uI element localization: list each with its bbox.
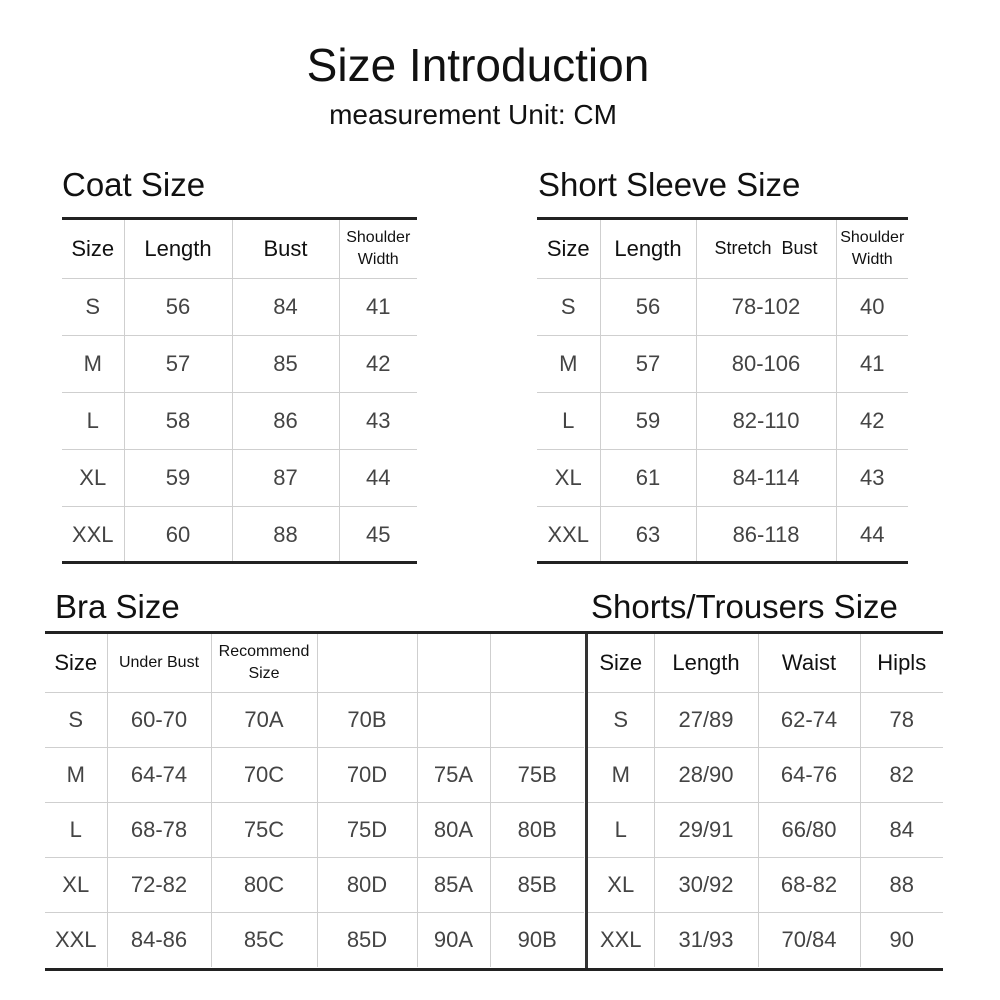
table-row [45,857,584,912]
table-cell: 70C [211,747,317,802]
table-row [588,692,943,747]
table-row [62,278,417,335]
short-sleeve-size-title: Short Sleeve Size [538,166,801,203]
column-header [490,634,584,692]
table-row [45,747,584,802]
table-cell: 80B [490,802,584,857]
table-cell: 56 [600,278,696,335]
table-row [588,857,943,912]
table-cell: 88 [232,506,339,563]
table-cell [490,692,584,747]
column-header: Shoulder Width [339,220,417,278]
size-label-cell: S [537,278,600,335]
table-cell: 90B [517,926,557,952]
table-cell: 64-74 [107,747,211,802]
table-cell: 59 [600,392,696,449]
column-header: Waist [758,634,860,692]
table-cell: 75B [490,747,584,802]
column-header: Recommend Size [211,634,317,692]
column-header: Size [62,220,124,278]
table-row [62,449,417,506]
page-subtitle: measurement Unit: CM [329,99,617,130]
table-cell: 40 [836,278,908,335]
table-cell: 82 [860,747,943,802]
column-header: Size [588,634,654,692]
table-row [537,392,908,449]
coat-size-table [62,220,417,563]
table-cell: 58 [124,392,232,449]
table-cell: 28/90 [654,747,758,802]
table-cell: 72-82 [107,857,211,912]
table-cell: 68-82 [758,857,860,912]
table-cell: 42 [836,392,908,449]
short-sleeve-size-table [537,220,908,563]
table-cell: 63 [600,506,696,563]
column-header: Length [600,220,696,278]
table-cell: 31/93 [654,912,758,967]
table-cell: 66/80 [758,802,860,857]
table-cell: 57 [600,335,696,392]
table-cell: 78-102 [696,278,836,335]
table-row [537,506,908,563]
column-header: Hipls [860,634,943,692]
table-cell: 56 [124,278,232,335]
table-cell: 85 [232,335,339,392]
table-cell: 70/84 [758,912,860,967]
table-cell: 59 [124,449,232,506]
table-cell: 85C [211,912,317,967]
table-cell: 60 [124,506,232,563]
column-header: Under Bust [107,634,211,692]
table-cell: 29/91 [654,802,758,857]
table-row [588,912,943,967]
column-header: Stretch Bust [696,220,836,278]
size-label-cell: XL [537,449,600,506]
size-label-cell: XXL [588,912,654,967]
table-cell [417,692,490,747]
bra-size-table [45,634,584,967]
table-row [537,278,908,335]
table-cell: 85D [317,912,417,967]
table-cell: 41 [339,278,417,335]
size-label-cell: M [62,335,124,392]
table-cell: 75C [211,802,317,857]
table-cell: 41 [836,335,908,392]
short-sleeve-table-bottom-rule [537,561,908,564]
column-header: Bust [232,220,339,278]
table-row [45,692,584,747]
table-cell: 30/92 [654,857,758,912]
table-cell: 84-114 [696,449,836,506]
bra-size-title: Bra Size [55,588,180,625]
table-row [62,335,417,392]
size-label-cell: XL [62,449,124,506]
table-row [45,802,584,857]
table-cell: 82-110 [696,392,836,449]
size-label-cell: XXL [62,506,124,563]
table-row [45,912,584,967]
page-title: Size Introduction [306,39,650,91]
size-label-cell: M [537,335,600,392]
table-cell: 75A [417,747,490,802]
table-cell: 27/89 [654,692,758,747]
table-cell: 70B [317,692,417,747]
coat-table-bottom-rule [62,561,417,564]
table-cell: 68-78 [107,802,211,857]
table-cell: 70D [317,747,417,802]
table-cell: 42 [339,335,417,392]
table-cell: 90A [417,912,490,967]
table-cell: 87 [232,449,339,506]
table-row [588,802,943,857]
table-cell: 45 [366,521,391,547]
table-cell: 84 [860,802,943,857]
shorts-trousers-size-table [588,634,943,967]
table-cell: 85A [417,857,490,912]
table-row [62,392,417,449]
lower-tables-bottom-rule [45,968,943,971]
table-cell: 43 [836,449,908,506]
column-header: Length [654,634,758,692]
size-label-cell: S [62,278,124,335]
column-header: Shoulder Width [836,220,908,278]
table-cell: 44 [339,449,417,506]
coat-size-title: Coat Size [62,166,206,203]
table-cell: 84-86 [107,912,211,967]
table-cell: 61 [600,449,696,506]
size-label-cell: L [45,802,107,857]
table-cell: 80-106 [696,335,836,392]
table-cell: 90 [889,926,914,952]
table-cell: 80C [211,857,317,912]
table-cell: 86-118 [696,506,836,563]
size-label-cell: L [62,392,124,449]
shorts-trousers-size-title: Shorts/Trousers Size [591,588,898,625]
column-header [317,634,417,692]
table-cell: 85B [490,857,584,912]
size-label-cell: S [588,692,654,747]
size-label-cell: L [588,802,654,857]
column-header: Size [537,220,600,278]
size-label-cell: M [45,747,107,802]
size-label-cell: XXL [45,912,107,967]
table-cell: 62-74 [758,692,860,747]
size-label-cell: S [45,692,107,747]
table-row [588,747,943,802]
table-row [537,335,908,392]
column-header [417,634,490,692]
size-label-cell: M [588,747,654,802]
table-cell: 44 [860,521,885,547]
size-label-cell: L [537,392,600,449]
table-cell: 80A [417,802,490,857]
size-label-cell: XL [45,857,107,912]
table-cell: 64-76 [758,747,860,802]
table-cell: 70A [211,692,317,747]
table-cell: 60-70 [107,692,211,747]
size-label-cell: XL [588,857,654,912]
column-header: Size [45,634,107,692]
table-cell: 75D [317,802,417,857]
table-row [537,449,908,506]
column-header: Length [124,220,232,278]
table-cell: 84 [232,278,339,335]
table-cell: 80D [317,857,417,912]
table-cell: 88 [860,857,943,912]
table-cell: 86 [232,392,339,449]
table-row [62,506,417,563]
table-cell: 57 [124,335,232,392]
table-cell: 43 [339,392,417,449]
size-label-cell: XXL [537,506,600,563]
table-cell: 78 [860,692,943,747]
